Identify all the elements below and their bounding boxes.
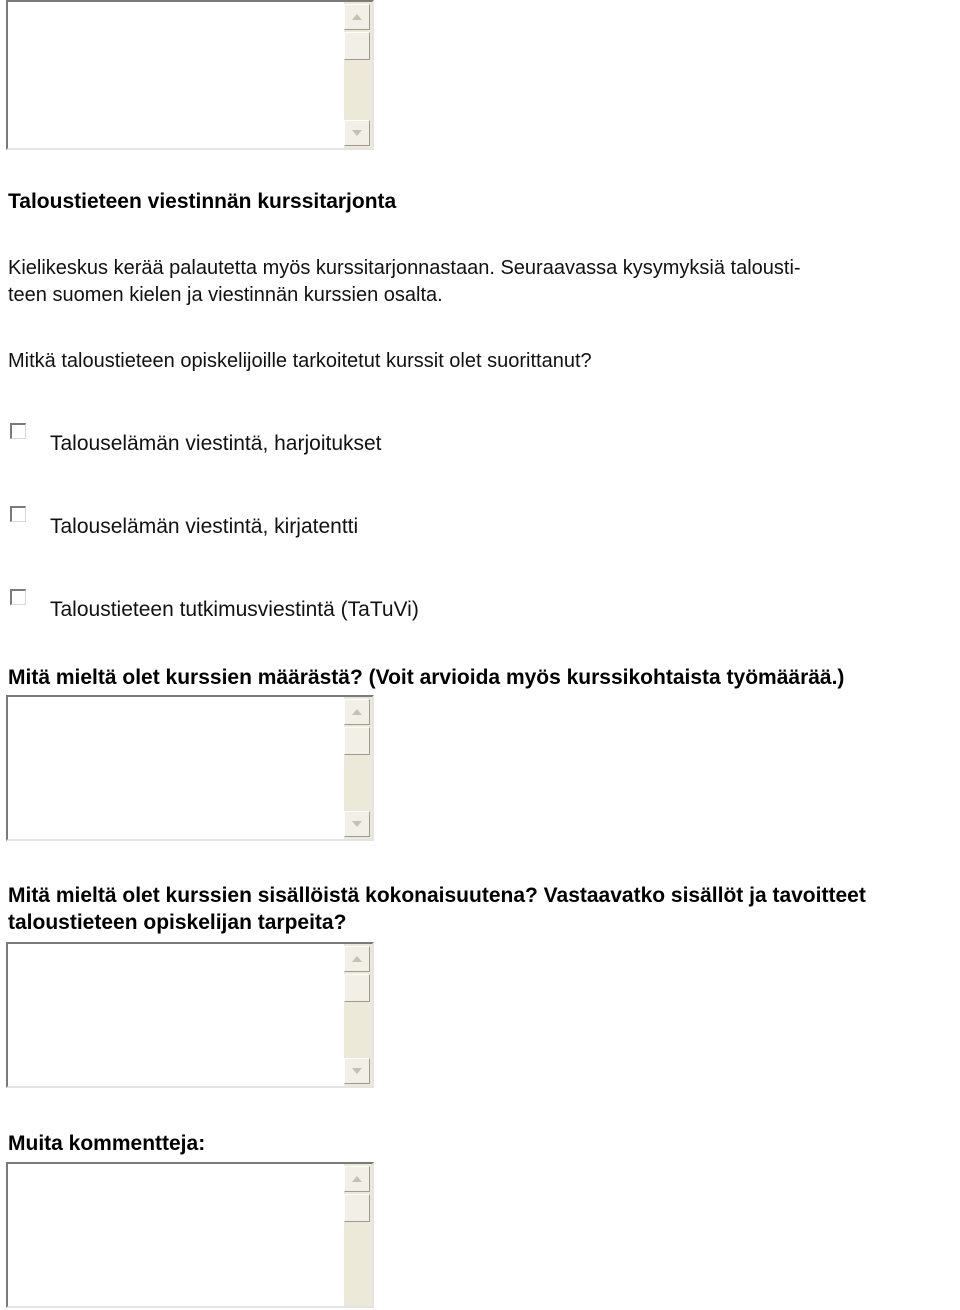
other-comments-input[interactable] [8, 1164, 344, 1306]
course-checkbox-kirjatentti[interactable] [10, 506, 26, 522]
content-answer-textarea[interactable] [6, 942, 374, 1088]
scroll-thumb[interactable] [344, 32, 370, 60]
scroll-thumb[interactable] [344, 727, 370, 755]
scroll-down-button[interactable] [344, 811, 370, 837]
workload-answer-input[interactable] [8, 697, 344, 839]
triangle-up-icon [352, 709, 362, 715]
course-label-harjoitukset: Talouselämän viestintä, harjoitukset [50, 432, 382, 455]
triangle-up-icon [352, 956, 362, 962]
content-question-line2: taloustieteen opiskelijan tarpeita? [8, 911, 347, 934]
triangle-up-icon [352, 1176, 362, 1182]
workload-answer-scrollbar[interactable] [344, 697, 372, 839]
triangle-down-icon [352, 821, 362, 827]
scroll-thumb[interactable] [344, 974, 370, 1002]
triangle-down-icon [352, 1068, 362, 1074]
triangle-up-icon [352, 14, 362, 20]
content-answer-input[interactable] [8, 944, 344, 1086]
other-comments-label: Muita kommentteja: [8, 1132, 206, 1155]
course-checkbox-tatuvi[interactable] [10, 589, 26, 605]
course-label-tatuvi: Taloustieteen tutkimusviestintä (TaTuVi) [50, 598, 419, 621]
other-comments-textarea[interactable] [6, 1162, 374, 1308]
other-comments-scrollbar[interactable] [344, 1164, 372, 1306]
scroll-up-button[interactable] [344, 946, 370, 972]
scroll-up-button[interactable] [344, 4, 370, 30]
scroll-thumb[interactable] [344, 1194, 370, 1222]
content-question-line1: Mitä mieltä olet kurssien sisällöistä kokonaisuutena? Vastaavatko sisällöt ja tavoitteet [8, 884, 866, 907]
intro-text-line1: Kielikeskus kerää palautetta myös kurssitarjonnastaan. Seuraavassa kysymyksiä talousti- [8, 257, 801, 279]
previous-answer-scrollbar[interactable] [344, 2, 372, 148]
scroll-up-button[interactable] [344, 1166, 370, 1192]
course-label-kirjatentti: Talouselämän viestintä, kirjatentti [50, 515, 359, 538]
intro-text-line2: teen suomen kielen ja viestinnän kurssien osalta. [8, 284, 443, 306]
scroll-down-button[interactable] [344, 1058, 370, 1084]
previous-answer-textarea[interactable] [6, 0, 374, 150]
section-title: Taloustieteen viestinnän kurssitarjonta [8, 190, 397, 213]
scroll-down-button[interactable] [344, 120, 370, 146]
workload-question: Mitä mieltä olet kurssien määrästä? (Voit arvioida myös kurssikohtaista työmäärää.) [8, 666, 845, 689]
courses-question: Mitkä taloustieteen opiskelijoille tarkoitetut kurssit olet suorittanut? [8, 350, 592, 372]
triangle-down-icon [352, 130, 362, 136]
scroll-up-button[interactable] [344, 699, 370, 725]
course-checkbox-harjoitukset[interactable] [10, 423, 26, 439]
workload-answer-textarea[interactable] [6, 695, 374, 841]
content-answer-scrollbar[interactable] [344, 944, 372, 1086]
previous-answer-input[interactable] [8, 2, 344, 148]
